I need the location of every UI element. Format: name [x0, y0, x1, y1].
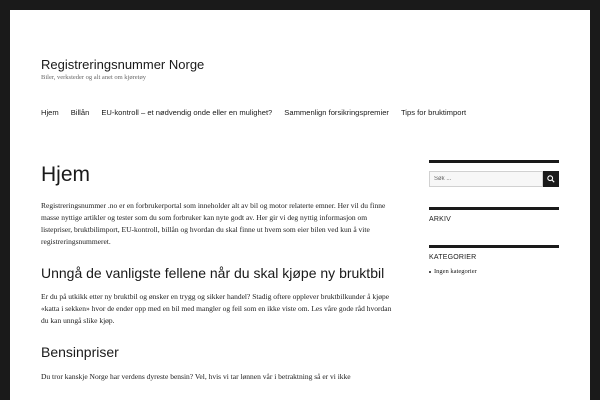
site-description: Biler, verksteder og alt anet om kjøretøy: [41, 74, 146, 81]
intro-paragraph: Registreringsnummer .no er en forbrukerportal som inneholder alt av bil og motor relaterte emner. Her vil du finne masse nyttige artikler og tester som du som forbruker kan nyte godt av. Her gir vi deg nyttig informasjon om listepriser, bruktbilimport, EU-kontroll, billån og hvordan du skal finne ut hvem som eier bilen ved kun å vite registreringsnummeret.: [41, 201, 386, 247]
search-widget-divider: [429, 160, 559, 163]
nav-item-eu-kontroll[interactable]: EU-kontroll – et nødvendig onde eller en mulighet?: [101, 108, 273, 117]
category-item: [429, 268, 559, 275]
section-paragraph: Er du på utkikk etter ny bruktbil og ønsker en trygg og sikker handel? Stadig oftere opplever bruktbilkunder å kjøpe «katta i sekken» hvor de ender opp med en bil med mangler og feil som en ikke viste om. Les våre gode råd hvordan du kan unngå slike kjøp.: [41, 292, 392, 326]
section-paragraph: Du tror kanskje Norge har verdens dyreste bensin? Vel, hvis vi tar lønnen vår i betraktning så er vi ikke: [41, 371, 351, 381]
search-button[interactable]: [543, 171, 559, 187]
nav-item-sammenlign[interactable]: Sammenlign forsikringspremier: [284, 108, 389, 117]
section-heading: Bensinpriser: [41, 344, 119, 361]
nav-item-bruktimport[interactable]: Tips for bruktimport: [400, 108, 467, 117]
nav-item-hjem[interactable]: Hjem: [41, 108, 59, 117]
page: [10, 10, 590, 400]
main-content: [41, 162, 399, 399]
archive-title: ARKIV: [429, 216, 452, 223]
search-form: [429, 171, 559, 187]
bullet-icon: [429, 271, 431, 273]
page-title: Hjem: [41, 163, 91, 186]
archive-widget-divider: [429, 207, 559, 210]
category-label: Ingen kategorier: [434, 268, 477, 275]
categories-title: KATEGORIER: [429, 254, 477, 261]
search-input[interactable]: [429, 171, 543, 187]
categories-widget-divider: [429, 245, 559, 248]
search-icon: [547, 175, 555, 183]
main-navigation: [41, 108, 466, 117]
nav-item-billan[interactable]: Billån: [70, 108, 90, 117]
sidebar: [429, 160, 559, 275]
site-title[interactable]: Registreringsnummer Norge: [41, 57, 205, 72]
section-heading: Unngå de vanligste fellene når du skal kjøpe ny bruktbil: [41, 265, 385, 282]
